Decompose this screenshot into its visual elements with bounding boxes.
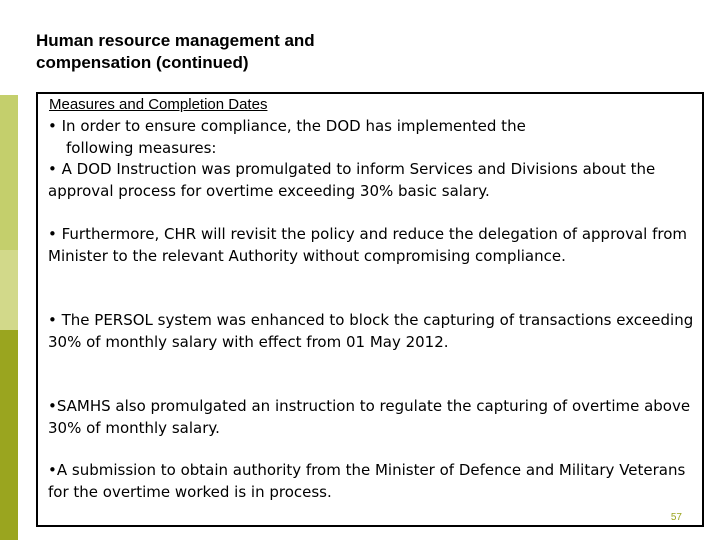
paragraph-persol-system: • The PERSOL system was enhanced to block the capturing of transactions exceeding 30% of monthly salary with effect from 01 May 2012. xyxy=(48,311,694,351)
paragraph-samhs-instruction: •SAMHS also promulgated an instruction to regulate the capturing of overtime above 30% of monthly salary. xyxy=(48,397,691,437)
decorative-stripe xyxy=(0,95,18,250)
slide-title-line-1: Human resource management and xyxy=(36,31,315,50)
paragraph-minister-submission: •A submission to obtain authority from the Minister of Defence and Military Veterans for the overtime worked is in process. xyxy=(48,461,686,501)
section-heading: Measures and Completion Dates xyxy=(49,96,268,113)
paragraph-compliance xyxy=(48,116,698,202)
paragraph-chr-policy: • Furthermore, CHR will revisit the policy and reduce the delegation of approval from Minister to the relevant Authority without compromising compliance. xyxy=(48,225,688,265)
paragraph-compliance-lead: • In order to ensure compliance, the DOD has implemented the xyxy=(48,117,526,135)
decorative-stripe xyxy=(0,250,18,330)
decorative-stripe xyxy=(0,330,18,540)
slide-title-line-2: compensation (continued) xyxy=(36,53,249,72)
paragraph-compliance-continuation: following measures: xyxy=(66,138,217,157)
slide-title xyxy=(36,30,676,74)
decorative-stripe xyxy=(0,0,18,95)
content-box xyxy=(36,92,704,527)
page-number: 57 xyxy=(670,512,682,523)
paragraph-dod-instruction: • A DOD Instruction was promulgated to inform Services and Divisions about the approval process for overtime exceeding 30% basic salary. xyxy=(48,160,656,200)
